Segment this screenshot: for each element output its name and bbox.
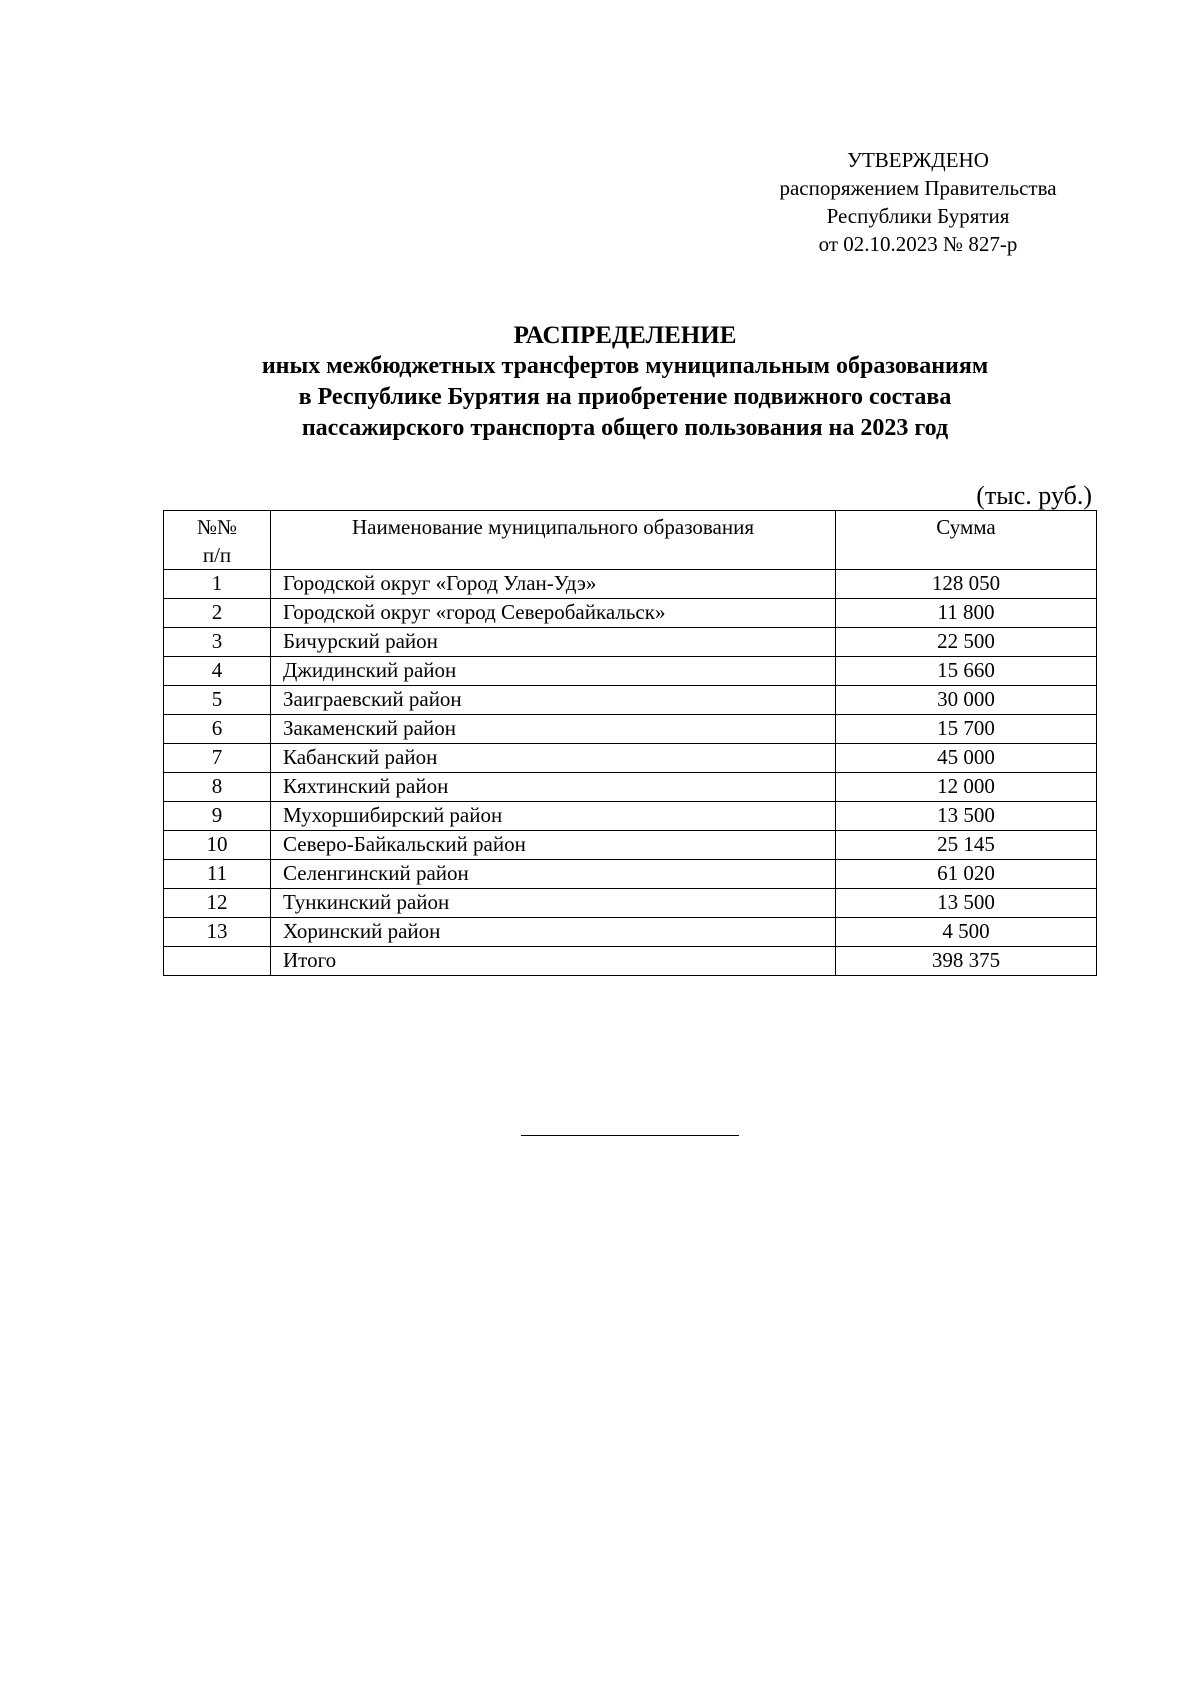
table-row bbox=[164, 773, 1097, 802]
table-row bbox=[164, 599, 1097, 628]
document-title-line-4: пассажирского транспорта общего пользования на 2023 год bbox=[301, 415, 949, 441]
row-number: 10 bbox=[164, 831, 271, 860]
row-sum: 45 000 bbox=[836, 744, 1097, 773]
row-sum: 30 000 bbox=[836, 686, 1097, 715]
approval-date-number: от 02.10.2023 № 827-р bbox=[818, 232, 1018, 256]
approval-stamp bbox=[748, 146, 1088, 258]
header-number-line-1: №№ bbox=[196, 515, 238, 539]
row-number: 13 bbox=[164, 918, 271, 947]
table-row bbox=[164, 860, 1097, 889]
row-number: 2 bbox=[164, 599, 271, 628]
closing-rule bbox=[521, 1135, 739, 1136]
document-title-line-3: в Республике Бурятия на приобретение подвижного состава bbox=[298, 384, 952, 410]
approval-authority: Республики Бурятия bbox=[826, 204, 1010, 228]
row-number: 1 bbox=[164, 570, 271, 599]
header-municipality: Наименование муниципального образования bbox=[271, 511, 836, 570]
total-sum: 398 375 bbox=[836, 947, 1097, 976]
row-number: 4 bbox=[164, 657, 271, 686]
table-row bbox=[164, 715, 1097, 744]
table-row bbox=[164, 831, 1097, 860]
total-number bbox=[164, 947, 271, 976]
row-sum: 15 700 bbox=[836, 715, 1097, 744]
table-row bbox=[164, 628, 1097, 657]
table-row bbox=[164, 657, 1097, 686]
row-municipality: Джидинский район bbox=[271, 657, 836, 686]
row-municipality: Кяхтинский район bbox=[271, 773, 836, 802]
table-row bbox=[164, 744, 1097, 773]
row-municipality: Городской округ «Город Улан-Удэ» bbox=[271, 570, 836, 599]
row-sum: 13 500 bbox=[836, 889, 1097, 918]
row-municipality: Закаменский район bbox=[271, 715, 836, 744]
table-header-row bbox=[164, 511, 1097, 570]
row-sum: 25 145 bbox=[836, 831, 1097, 860]
table-row bbox=[164, 918, 1097, 947]
row-number: 9 bbox=[164, 802, 271, 831]
row-municipality: Бичурский район bbox=[271, 628, 836, 657]
header-sum: Сумма bbox=[836, 511, 1097, 570]
row-number: 8 bbox=[164, 773, 271, 802]
document-title bbox=[120, 320, 1130, 444]
header-number bbox=[164, 511, 271, 570]
table-total-row bbox=[164, 947, 1097, 976]
document-title-line-2: иных межбюджетных трансфертов муниципальным образованиям bbox=[261, 353, 989, 379]
table-row bbox=[164, 686, 1097, 715]
table-row bbox=[164, 889, 1097, 918]
row-municipality: Селенгинский район bbox=[271, 860, 836, 889]
row-number: 5 bbox=[164, 686, 271, 715]
row-number: 12 bbox=[164, 889, 271, 918]
header-number-line-2: п/п bbox=[202, 543, 232, 567]
row-number: 3 bbox=[164, 628, 271, 657]
row-number: 7 bbox=[164, 744, 271, 773]
units-label: (тыс. руб.) bbox=[976, 481, 1092, 510]
row-sum: 12 000 bbox=[836, 773, 1097, 802]
row-number: 11 bbox=[164, 860, 271, 889]
allocation-table bbox=[163, 510, 1097, 976]
row-municipality: Кабанский район bbox=[271, 744, 836, 773]
row-municipality: Тункинский район bbox=[271, 889, 836, 918]
total-label: Итого bbox=[271, 947, 836, 976]
row-sum: 15 660 bbox=[836, 657, 1097, 686]
row-sum: 11 800 bbox=[836, 599, 1097, 628]
row-municipality: Северо-Байкальский район bbox=[271, 831, 836, 860]
row-sum: 61 020 bbox=[836, 860, 1097, 889]
table-row bbox=[164, 802, 1097, 831]
row-sum: 128 050 bbox=[836, 570, 1097, 599]
row-sum: 13 500 bbox=[836, 802, 1097, 831]
table-body bbox=[164, 570, 1097, 976]
approval-issuer: распоряжением Правительства bbox=[779, 176, 1057, 200]
row-municipality: Заиграевский район bbox=[271, 686, 836, 715]
approval-heading: УТВЕРЖДЕНО bbox=[847, 148, 989, 172]
document-title-main: РАСПРЕДЕЛЕНИЕ bbox=[513, 322, 737, 349]
row-sum: 22 500 bbox=[836, 628, 1097, 657]
row-number: 6 bbox=[164, 715, 271, 744]
row-sum: 4 500 bbox=[836, 918, 1097, 947]
table-row bbox=[164, 570, 1097, 599]
row-municipality: Хоринский район bbox=[271, 918, 836, 947]
row-municipality: Мухоршибирский район bbox=[271, 802, 836, 831]
row-municipality: Городской округ «город Северобайкальск» bbox=[271, 599, 836, 628]
